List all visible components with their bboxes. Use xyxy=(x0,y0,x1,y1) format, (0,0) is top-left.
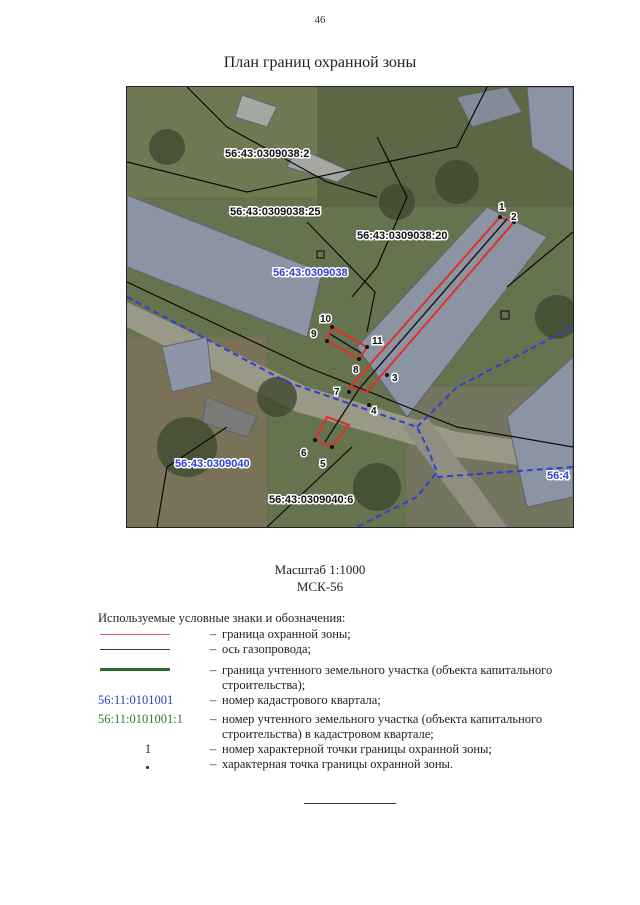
dot-symbol xyxy=(146,766,149,769)
bottom-rule xyxy=(304,803,396,804)
legend-symbol-text: 56:11:0101001:1 xyxy=(98,712,183,726)
legend-item-parcel-number xyxy=(98,712,588,742)
parcel-label: 56:43:0309040:6 xyxy=(269,494,354,506)
legend-item-gas-axis xyxy=(98,642,588,657)
parcel-label: 56:43:0309038:20 xyxy=(357,230,448,242)
quarter-label: 56:4 xyxy=(547,470,570,482)
green-line-symbol xyxy=(100,668,170,671)
coordinate-system-label: МСК-56 xyxy=(296,579,344,594)
point-marker xyxy=(330,325,334,329)
legend-description: номер кадастрового квартала; xyxy=(222,693,381,707)
cadastral-map xyxy=(126,86,574,528)
legend-description: ось газопровода; xyxy=(222,642,312,656)
point-label: 2 xyxy=(511,212,517,223)
map-canvas xyxy=(127,87,573,527)
quarter-label: 56:43:0309040 xyxy=(175,458,250,470)
tree xyxy=(353,463,401,511)
legend-dash: – xyxy=(210,663,217,677)
point-label: 1 xyxy=(499,202,505,213)
page-number: 46 xyxy=(314,14,326,26)
point-marker xyxy=(330,445,334,449)
point-label: 6 xyxy=(301,448,307,459)
quarter-label: 56:43:0309038 xyxy=(273,267,348,279)
parcel-label: 56:43:0309038:2 xyxy=(225,148,310,160)
point-marker xyxy=(365,345,369,349)
legend xyxy=(98,611,588,772)
legend-title: Используемые условные знаки и обозначения: xyxy=(98,611,346,625)
legend-symbol xyxy=(98,757,198,772)
black-line-symbol xyxy=(100,649,170,650)
legend-symbol xyxy=(98,642,198,657)
legend-item-quarter-number xyxy=(98,693,588,708)
scale-label: Масштаб 1:1000 xyxy=(274,562,366,577)
legend-description: номер учтенного земельного участка (объекта капитального строительства) в кадастровом квартале; xyxy=(222,712,543,741)
legend-item-point-marker xyxy=(98,757,588,772)
legend-description: граница охранной зоны; xyxy=(222,627,351,641)
point-label: 8 xyxy=(353,365,359,376)
point-marker xyxy=(357,357,361,361)
legend-item-zone-boundary xyxy=(98,627,588,642)
legend-item-parcel-boundary xyxy=(98,663,588,693)
point-label: 4 xyxy=(371,406,377,417)
legend-dash: – xyxy=(210,757,217,771)
point-marker xyxy=(325,339,329,343)
point-marker xyxy=(385,373,389,377)
red-line-symbol xyxy=(100,634,170,635)
point-marker xyxy=(498,215,502,219)
point-marker xyxy=(347,390,351,394)
legend-dash: – xyxy=(210,712,217,726)
legend-dash: – xyxy=(210,642,217,656)
point-label: 3 xyxy=(392,373,398,384)
legend-description: характерная точка границы охранной зоны. xyxy=(222,757,454,771)
point-label: 9 xyxy=(311,329,317,340)
tree xyxy=(435,160,479,204)
legend-symbol-text: 56:11:0101001 xyxy=(98,693,174,707)
page-title: План границ охранной зоны xyxy=(223,54,417,71)
legend-dash: – xyxy=(210,742,217,756)
tree xyxy=(149,129,185,165)
scale-block xyxy=(0,561,640,595)
legend-symbol xyxy=(98,663,198,678)
legend-symbol-text: 1 xyxy=(144,742,152,756)
legend-item-point-number xyxy=(98,742,588,757)
point-label: 11 xyxy=(372,336,383,347)
point-label: 5 xyxy=(320,459,326,470)
point-marker xyxy=(313,438,317,442)
legend-description: номер характерной точки границы охранной зоны; xyxy=(222,742,492,756)
legend-dash: – xyxy=(210,627,217,641)
legend-dash: – xyxy=(210,693,217,707)
point-label: 10 xyxy=(320,314,332,325)
legend-description: граница учтенного земельного участка (объекта капитального строительства); xyxy=(222,663,553,692)
parcel-label: 56:43:0309038:25 xyxy=(230,206,321,218)
point-label: 7 xyxy=(334,387,340,398)
tree xyxy=(379,184,415,220)
legend-symbol xyxy=(98,627,198,642)
